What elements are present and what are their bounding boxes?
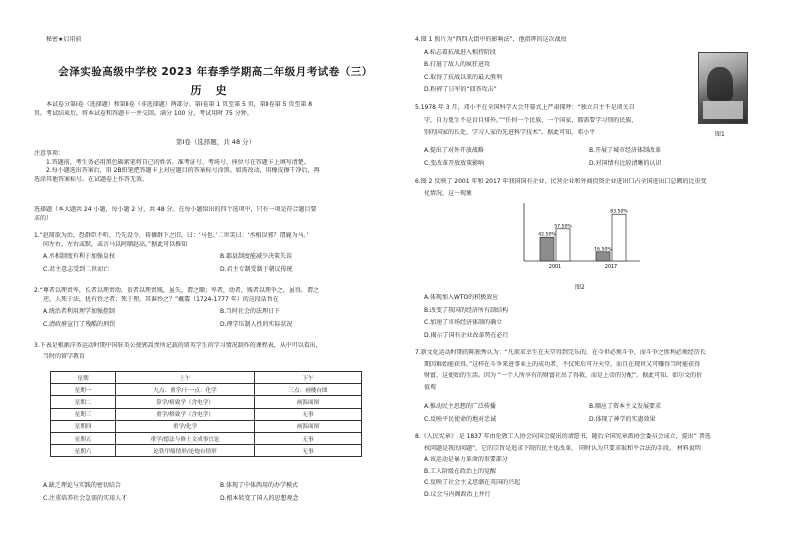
question-5: [415, 104, 695, 138]
note-line: 1.答题前，考生务必用黑色碳素笔将自己的姓名、准考证号、考场号、座位号在答题卡上填写清楚。: [46, 158, 310, 166]
question-stem: 1.“赵简欲为治，恐群臣不听，乃先设令，祷禳群下之旧，曰：‘马也。’二世笑曰：‘丞相误邪？谓鹿为马。’: [34, 232, 309, 239]
table-cell: 星期三: [51, 408, 116, 420]
question-stem: 财富，这使始的生活。因为 “一个人所享有的财富社出了得救，而是上帝的分配”。据此可知，如尔文的价: [424, 372, 703, 379]
question-stem: 值观: [424, 383, 437, 391]
table-cell: 重学/化学: [116, 420, 255, 432]
question-7: [415, 349, 765, 392]
x-tick-label: 2001: [548, 265, 562, 269]
note-line: 2.每小题选出答案后，用 2B铅笔把答题卡上对应题目的答案标号涂黑。如需改动，用橡皮擦干净后，再: [46, 167, 320, 174]
option-b[interactable]: B.体现了中体西用的办学模式: [220, 482, 299, 489]
note-line: 选涂其他答案标号。在试题卷上作答无效。: [34, 175, 149, 183]
option-a[interactable]: A.推动民主思想的广泛传播: [424, 403, 496, 410]
table-header: 下午: [255, 372, 362, 384]
option-d[interactable]: D.君主专制受制于朝议传统: [220, 265, 293, 273]
data-label: 57.50%: [554, 224, 572, 230]
chart-bars: [538, 209, 628, 269]
bar-2001-0: [540, 237, 554, 261]
data-label: 42.50%: [538, 232, 556, 238]
table-cell: 画海面图: [255, 396, 362, 408]
question-5-options: [424, 147, 754, 168]
table-cell: 重学/德法与修土文成事宜论: [116, 432, 255, 444]
question-stem: 别的国家的长处，学习人家的先进科学技术”。据此可知，邓小平: [424, 129, 596, 136]
question-7-options: [424, 403, 754, 424]
intro-line: 页。考试结束后，将本试卷和答题卡一并交回。满分 100 分，考试用时 75 分钟。: [34, 109, 253, 117]
figure-2-label: 图2: [575, 284, 585, 291]
option-d[interactable]: D.对国情有比较清晰的认识: [589, 159, 662, 167]
question-stem: 5.1978 年 3 月，邓小平在全国科学大会开幕式上严肃探呼：“独立自主不是闭关自: [415, 104, 635, 111]
option-c[interactable]: C.取得了抗战以来的最大胜利: [424, 73, 503, 81]
data-label: 83.50%: [610, 209, 628, 215]
option-d[interactable]: D.理学压制人性的实际状况: [220, 320, 293, 328]
table-header-row: [51, 372, 362, 384]
question-stem: 7.新文化运动时期的陈独秀认为：“凡欲求幸生在天堂得到完乐的，在今世必须斗争，而斗争之胜利必须经历长: [415, 349, 706, 356]
question-stem: 化情况，这一现象: [424, 189, 473, 197]
option-d[interactable]: D.议会与内阁政治上并行: [424, 490, 491, 498]
table-cell: 无事: [255, 432, 362, 444]
option-c[interactable]: C.反映了社会主义思潮在英国的兴起: [424, 479, 521, 486]
table-row: [51, 432, 362, 444]
option-c[interactable]: C.加速了市场经济体制的确立: [424, 319, 503, 326]
data-label: 16.50%: [594, 247, 612, 253]
table-cell: 三点：画楼台图: [255, 384, 362, 396]
bar-2017-1: [612, 214, 626, 261]
question-1: [34, 232, 397, 274]
bar-2001-1: [556, 229, 570, 261]
instruction: [34, 206, 397, 223]
table-cell: 星期五: [51, 432, 116, 444]
table-cell: 算学/格致学（含电学）: [116, 396, 255, 408]
option-c[interactable]: C.反映平民使命的地对忠诚: [424, 415, 497, 423]
table-cell: 星期六: [51, 445, 116, 457]
option-b[interactable]: B.打退了敌人的疯狂进攻: [424, 61, 491, 68]
option-a[interactable]: A.提出了对外开放战略: [424, 147, 484, 154]
left-column: [34, 0, 397, 544]
question-6: [415, 178, 765, 198]
option-a[interactable]: A.缺乏理论与实践的密切结合: [43, 482, 121, 489]
question-6-options: [424, 294, 754, 340]
table-header: 星期: [51, 372, 116, 384]
question-stem: 权问题是我的问题”，它的宗旨是追求下院的民主化改革， 同时认为只要求取和平合法的手段。 材料说明: [424, 444, 701, 452]
table-cell: 画海面图: [255, 420, 362, 432]
table-header: 上午: [116, 372, 255, 384]
question-stem: 逆。人死于法，犹有怜之者；死于理，其谁怜之？”戴震（1724-1777 年）的这段话旨在: [43, 295, 279, 303]
option-b[interactable]: B.开展了城市经济体制改革: [589, 147, 662, 154]
question-stem: 8.《人民宪章》 是 1837 年由伦敦工人协会向国会提出的请愿书，随后全国宪章派协会委员会成立，提出“ 普选: [415, 433, 711, 440]
question-2: [34, 287, 397, 329]
table-cell: 九点：重学/十一点：化学: [116, 384, 255, 396]
option-a[interactable]: A.该运动是暴力革命的重要部分: [424, 456, 508, 463]
question-stem: 守，自力更生不是盲目排外。”“任何一个民族，一个国家，都需要学习别的民族、: [424, 116, 638, 124]
option-c[interactable]: C.注重培养社会急需的实用人才: [43, 494, 128, 502]
option-b[interactable]: B.当时社会的法理日下: [220, 308, 281, 315]
table-cell: 无事: [255, 408, 362, 420]
option-b[interactable]: B.郡县制度能减少决策失误: [220, 253, 293, 260]
option-d[interactable]: D.根本转变了国人的思想观念: [220, 494, 299, 502]
table-cell: 星期一: [51, 384, 116, 396]
option-b[interactable]: B.改变了我国的经济所有制结构: [424, 306, 509, 314]
option-a[interactable]: A.统治者利用理学加强控制: [43, 308, 115, 315]
option-c[interactable]: C.君主意志受到二世而亡: [43, 265, 110, 273]
historical-photo: [698, 52, 748, 124]
table-row: [51, 420, 362, 432]
instruction-line: 选择题（本大题共 24 小题，每小题 2 分，共 48 分。在每小题给出的四个选项中，只有一项是符合题目要: [34, 206, 317, 213]
table-row: [51, 408, 362, 420]
question-3-options: [34, 482, 397, 503]
secret-label: 秘密★启用前: [46, 36, 82, 43]
x-tick-label: 2017: [604, 265, 618, 269]
table-row: [51, 445, 362, 457]
option-b[interactable]: B.顺应了资本主义发展要求: [589, 403, 662, 410]
section-title: 第Ⅰ卷（选择题，共 48 分）: [175, 138, 256, 146]
intro: [34, 101, 397, 118]
notes: [34, 150, 397, 184]
question-4: [415, 36, 685, 95]
table-cell: 论铁甲船情形/论炮台情形: [116, 445, 255, 457]
option-a[interactable]: A.丞相制度有利于加强皇权: [43, 253, 115, 260]
option-c[interactable]: C.清政府宣行了残酷的刑罚: [43, 320, 116, 328]
exam-title: 会泽实验高级中学校 2023 年春季学期高二年级月考试卷（三）: [58, 66, 373, 78]
option-d[interactable]: D.粉碎了日军的“回答攻击”: [424, 86, 497, 93]
question-stem: 2.“尊者以理责卑，长者以理责幼，贵者以理责贱，虽失，谓之顺；卑者，幼者，贱者以理争之，虽得，谓之: [34, 287, 319, 294]
table-row: [51, 396, 362, 408]
trade-share-chart: [510, 199, 650, 269]
option-a[interactable]: A.标志着抗战进入相持阶段: [424, 48, 496, 56]
table-cell: 星期二: [51, 396, 116, 408]
table-row: [51, 384, 362, 396]
question-stem: 3.下表是根据洋务运动时期中国驻英公使郭嵩焘所记载的留英学生的学习情况制作的课程表，从中可以看出，: [34, 342, 322, 349]
notes-heading: 注意事项：: [34, 150, 65, 157]
question-stem: 问左右，左右或默，或言马以阿顺赵高。”据此可以推知: [43, 240, 188, 248]
question-3: [34, 342, 397, 361]
option-a[interactable]: A.体现加入WTO的积极效应: [424, 294, 499, 301]
option-d[interactable]: D.揭示了国有企业改革势在必行: [424, 331, 509, 339]
table-cell: 无事: [255, 445, 362, 457]
table-cell: 重学/格致学（含电学）: [116, 408, 255, 420]
question-8: [415, 433, 765, 499]
intro-line: 本试卷分第Ⅰ卷（选择题）和第Ⅱ卷（非选择题）两部分。第Ⅰ卷第 1 页至第 5 页，第Ⅱ卷第 5 页至第 8: [46, 101, 313, 108]
schedule-table: [50, 371, 362, 457]
question-stem: 当时的留学教育: [43, 352, 86, 360]
figure-1-label: 图1: [715, 131, 725, 138]
option-d[interactable]: D.体现了神学的实惠效果: [589, 415, 656, 423]
subject-title: 历史: [190, 84, 241, 97]
option-c[interactable]: C.变改革开放放策影响: [424, 159, 485, 167]
table-cell: 星期四: [51, 420, 116, 432]
instruction-line: 求的）: [34, 214, 53, 222]
option-b[interactable]: B.工人阶级在政治上的觉醒: [424, 467, 497, 475]
question-stem: 6.图 2 反映了 2001 年和 2017 年我国国有企业、民营企业和外商投资企业进出口占全国进出口总额的比重变: [415, 178, 707, 185]
bar-2017-0: [596, 252, 610, 261]
question-stem: 4.图 1 照片为“西四大街中的影响法”，他指挥的这次战役: [415, 36, 567, 43]
question-stem: 期因难始能获得。”这样在斗争来进事业上的成功者，不仅死后可升天堂，而且在现世又可赚得当时能获得: [424, 360, 701, 368]
right-column: [415, 0, 765, 544]
